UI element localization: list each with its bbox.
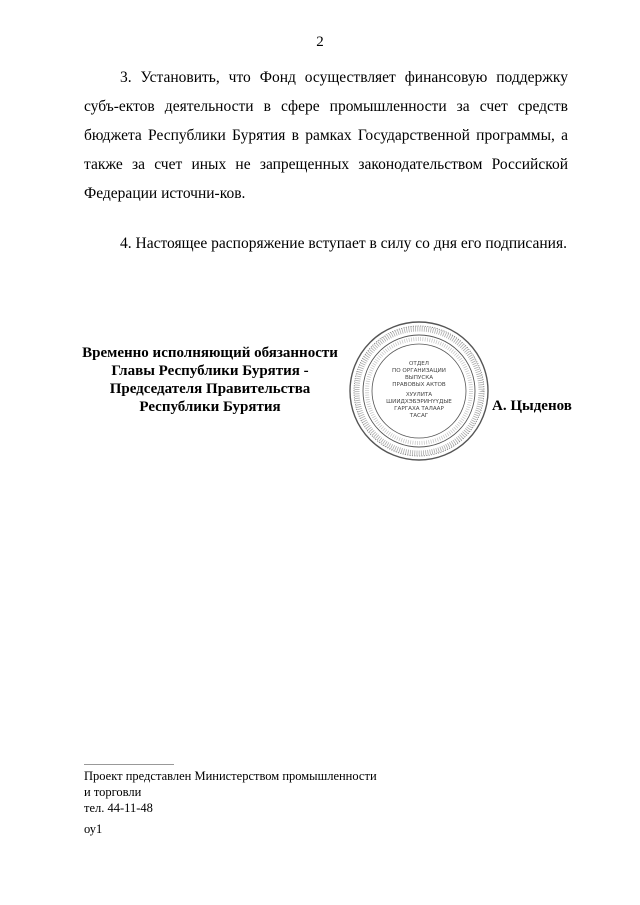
signer-name: А. Цыденов	[492, 398, 572, 414]
footnote-line: и торговли	[84, 785, 142, 799]
official-seal	[348, 320, 490, 462]
signatory-title-line: Главы Республики Бурятия -	[111, 363, 309, 379]
signatory-title	[60, 344, 360, 416]
seal-text-line: ВЫПУСКА	[404, 375, 434, 381]
paragraph-4: 4. Настоящее распоряжение вступает в силу со дня его подписания.	[120, 235, 567, 252]
footnote	[84, 768, 484, 816]
footnote-line: Проект представлен Министерством промышленности	[84, 769, 377, 783]
footnote-line: тел. 44-11-48	[84, 801, 153, 815]
footnote-divider	[84, 764, 174, 765]
paragraph-3: 3. Установить, что Фонд осуществляет финансовую поддержку субъ-ектов деятельности в сфере промышленности за счет средств бюджета Республики Бурятия в рамках Государственной программы, а также за счет иных не запрещенных законодательством Российской Федерации источни-ков.	[84, 69, 568, 202]
page-number: 2	[316, 34, 324, 50]
seal-text-line: ПРАВОВЫХ АКТОВ	[392, 382, 446, 388]
seal-text-line: ШИИДХЭБЭРИНҮҮДЫЕ	[386, 399, 452, 405]
seal-text-line: ПО ОРГАНИЗАЦИИ	[392, 368, 446, 374]
document-code: оу1	[84, 822, 103, 836]
signatory-title-line: Республики Бурятия	[139, 399, 281, 415]
seal-text-line: ГАРГАХА ТАЛААР	[394, 406, 444, 412]
signatory-title-line: Временно исполняющий обязанности	[82, 345, 338, 361]
seal-text-line: ХУУЛИТА	[405, 392, 433, 398]
signatory-title-line: Председателя Правительства	[109, 381, 311, 397]
seal-text-line: ОТДЕЛ	[409, 361, 429, 367]
seal-text-line: ТАСАГ	[409, 413, 429, 419]
